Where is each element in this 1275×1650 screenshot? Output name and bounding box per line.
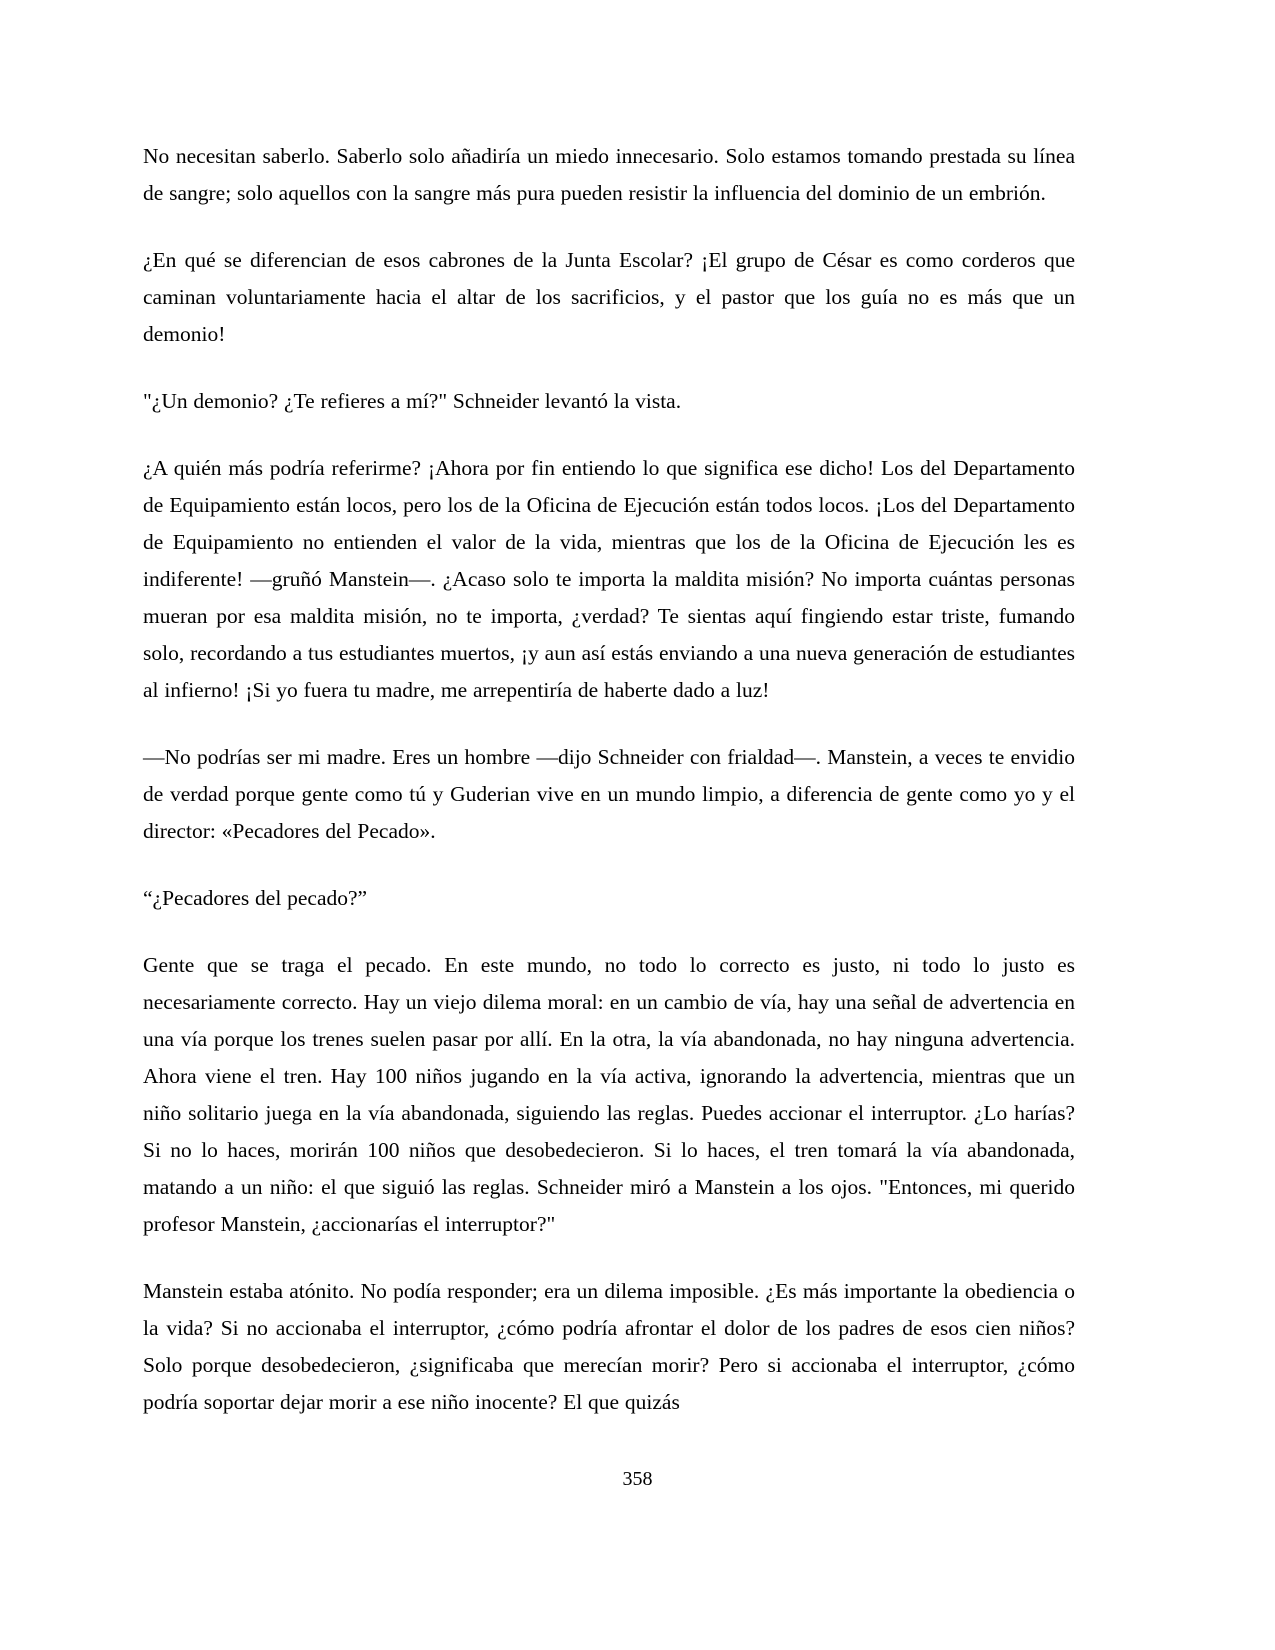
paragraph-6: “¿Pecadores del pecado?” bbox=[143, 886, 368, 910]
paragraph-4: ¿A quién más podría referirme? ¡Ahora por fin entiendo lo que significa ese dicho! Los del Departamento de Equipamiento están locos, pero los de la Oficina de Ejecución están todos locos. ¡Los del Departamento de Equipamiento no entienden el valor de la vida, mientras que los de la Oficina de Ejecución les es indiferente! —gruñó Manstein—. ¿Acaso solo te importa la maldita misión? No importa cuántas personas mueran por esa maldita misión, no te importa, ¿verdad? Te sientas aquí fingiendo estar triste, fumando solo, recordando a tus estudiantes muertos, ¡y aun así estás enviando a una nueva generación de estudiantes al infierno! ¡Si yo fuera tu madre, me arrepentiría de haberte dado a luz! bbox=[143, 456, 1075, 702]
paragraph-8: Manstein estaba atónito. No podía responder; era un dilema imposible. ¿Es más importante la obediencia o la vida? Si no accionaba el interruptor, ¿cómo podría afrontar el dolor de los padres de esos cien niños? Solo porque desobedecieron, ¿significaba que merecían morir? Pero si accionaba el interruptor, ¿cómo podría soportar dejar morir a ese niño inocente? El que quizás bbox=[143, 1279, 1075, 1414]
page-body-text bbox=[143, 138, 1075, 1421]
page-number: 358 bbox=[622, 1468, 653, 1490]
paragraph-5: —No podrías ser mi madre. Eres un hombre —dijo Schneider con frialdad—. Manstein, a veces te envidio de verdad porque gente como tú y Guderian vive en un mundo limpio, a diferencia de gente como yo y el director: «Pecadores del Pecado». bbox=[143, 745, 1075, 843]
paragraph-2: ¿En qué se diferencian de esos cabrones de la Junta Escolar? ¡El grupo de César es como corderos que caminan voluntariamente hacia el altar de los sacrificios, y el pastor que los guía no es más que un demonio! bbox=[143, 248, 1075, 346]
paragraph-7: Gente que se traga el pecado. En este mundo, no todo lo correcto es justo, ni todo lo justo es necesariamente correcto. Hay un viejo dilema moral: en un cambio de vía, hay una señal de advertencia en una vía porque los trenes suelen pasar por allí. En la otra, la vía abandonada, no hay ninguna advertencia. Ahora viene el tren. Hay 100 niños jugando en la vía activa, ignorando la advertencia, mientras que un niño solitario juega en la vía abandonada, siguiendo las reglas. Puedes accionar el interruptor. ¿Lo harías? Si no lo haces, morirán 100 niños que desobedecieron. Si lo haces, el tren tomará la vía abandonada, matando a un niño: el que siguió las reglas. Schneider miró a Manstein a los ojos. "Entonces, mi querido profesor Manstein, ¿accionarías el interruptor?" bbox=[143, 953, 1075, 1236]
paragraph-3: "¿Un demonio? ¿Te refieres a mí?" Schneider levantó la vista. bbox=[143, 389, 682, 413]
paragraph-1: No necesitan saberlo. Saberlo solo añadiría un miedo innecesario. Solo estamos tomando prestada su línea de sangre; solo aquellos con la sangre más pura pueden resistir la influencia del dominio de un embrión. bbox=[143, 144, 1075, 205]
